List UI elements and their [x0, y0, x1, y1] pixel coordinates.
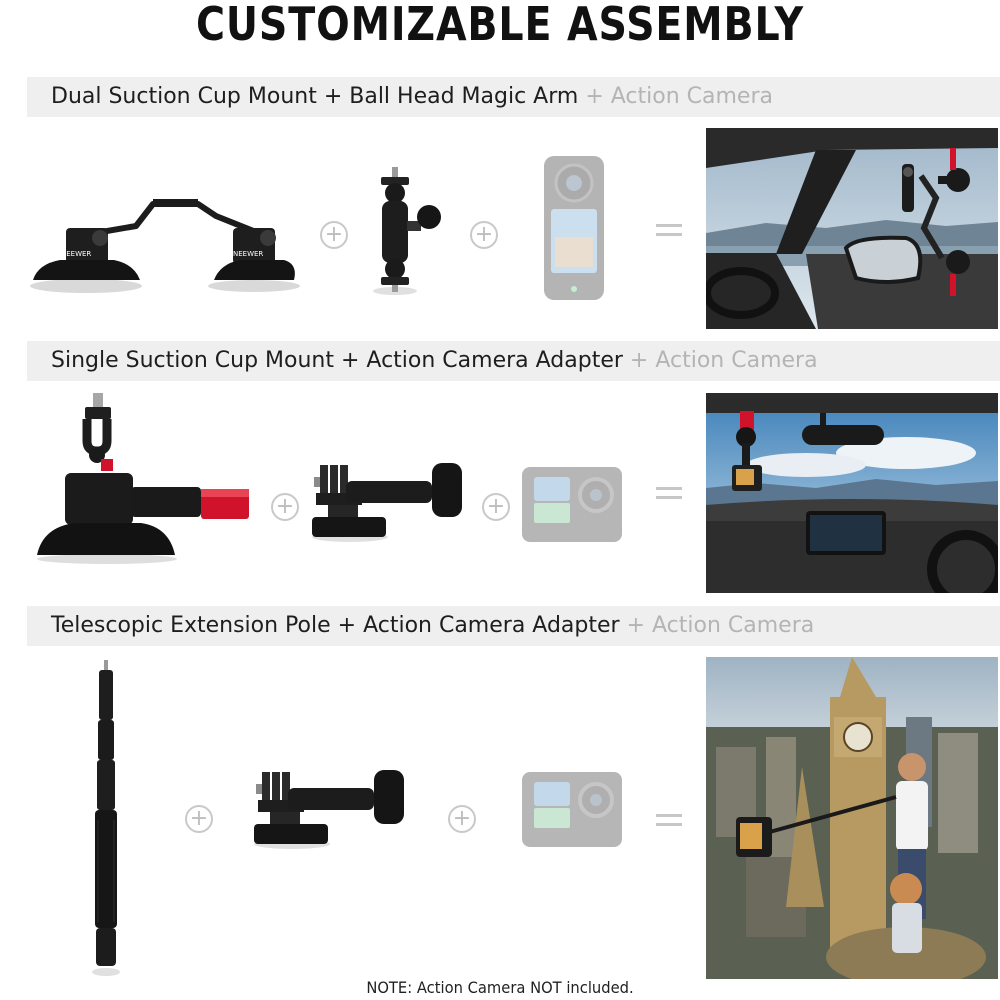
plus-icon: + [482, 493, 510, 521]
plus-icon: + [185, 805, 213, 833]
row-1-label-band [27, 77, 1000, 117]
equals-icon [656, 222, 684, 238]
plus-icon: + [320, 221, 348, 249]
row-3-label-faded: + Action Camera [619, 613, 815, 638]
row-2-label-band [27, 341, 1000, 381]
equals-icon [656, 812, 684, 828]
row-3-label-band [27, 606, 1000, 646]
car-windshield-mount-scene [706, 128, 998, 329]
telescopic-extension-pole-image [88, 660, 124, 978]
action-camera-image [522, 467, 622, 542]
single-suction-cup-mount-image [35, 393, 255, 565]
action-camera-image [522, 772, 622, 847]
plus-icon: + [271, 493, 299, 521]
disclaimer-note: NOTE: Action Camera NOT included. [366, 978, 634, 997]
plus-icon: + [448, 805, 476, 833]
row-1-label: Dual Suction Cup Mount + Ball Head Magic Arm [51, 84, 579, 109]
action-camera-adapter-image [310, 459, 465, 543]
equals-icon [656, 485, 684, 501]
action-camera-adapter-image [252, 766, 407, 850]
plus-icon: + [470, 221, 498, 249]
ball-head-magic-arm-image [365, 165, 450, 300]
row-1-label-faded: + Action Camera [578, 84, 773, 109]
clock-tower-selfie-scene [706, 657, 998, 979]
row-2-label: Single Suction Cup Mount + Action Camera Adapter [51, 348, 623, 373]
row-2-label-faded: + Action Camera [622, 348, 818, 373]
brand-logo: NEEWER [61, 250, 92, 258]
action-camera-360-image [543, 155, 605, 301]
page-title: CUSTOMIZABLE ASSEMBLY [196, 0, 804, 51]
car-interior-mount-scene [706, 393, 998, 593]
row-3-label: Telescopic Extension Pole + Action Camera Adapter [51, 613, 620, 638]
dual-suction-cup-mount-image [28, 180, 300, 300]
brand-logo: NEEWER [233, 250, 264, 258]
